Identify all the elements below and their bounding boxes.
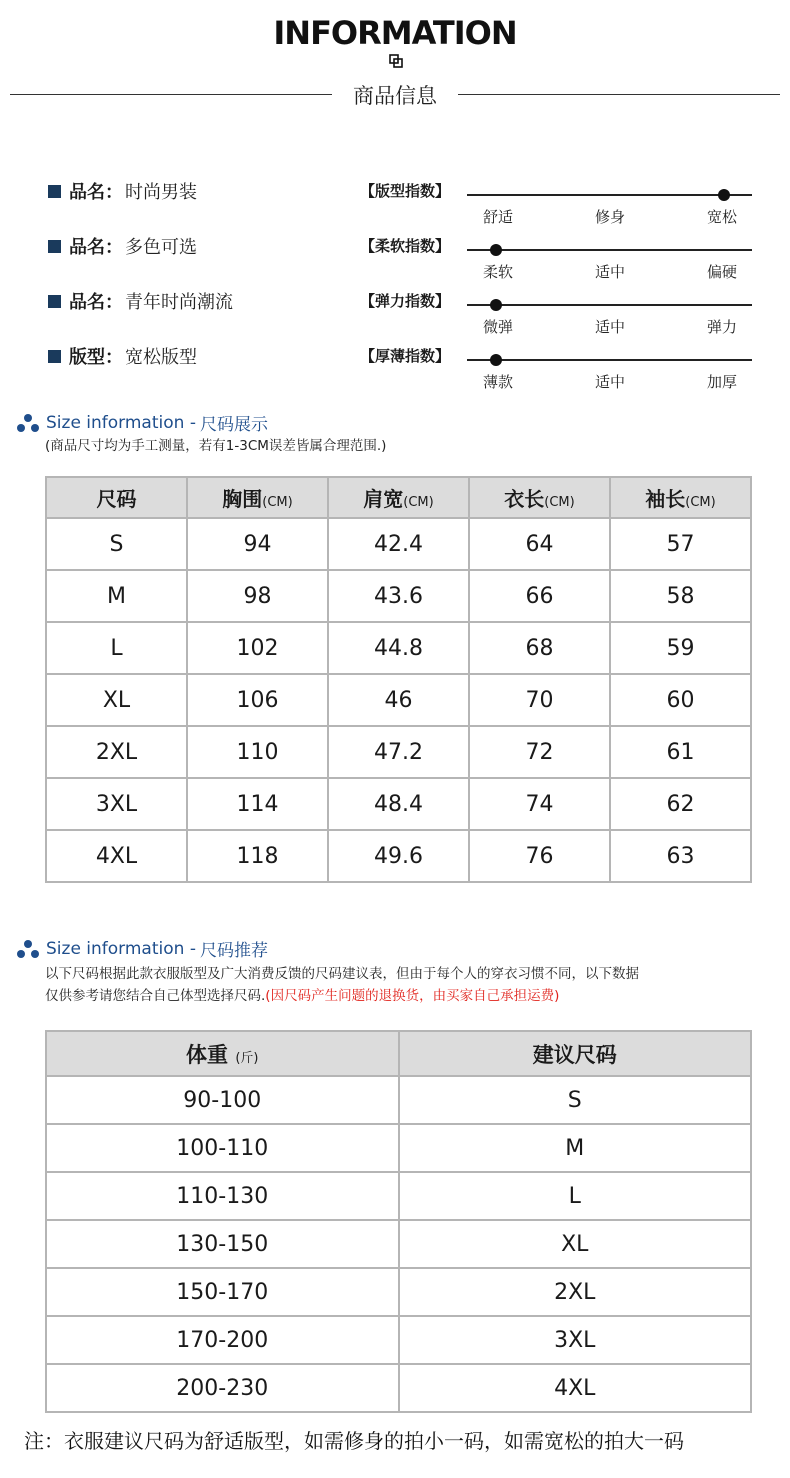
table-row xyxy=(46,1316,751,1364)
scale-label: 【弹力指数】 xyxy=(360,292,451,310)
attribute-value: 宽松版型 xyxy=(125,347,197,368)
table-cell: 48.4 xyxy=(328,778,469,830)
square-bullet-icon xyxy=(48,295,61,308)
table-cell: 47.2 xyxy=(328,726,469,778)
recommend-note-line: 以下尺码根据此款衣服版型及广大消费反馈的尺码建议表，但由于每个人的穿衣习惯不同，以下数据 xyxy=(45,966,639,982)
table-cell: 64 xyxy=(469,518,610,570)
table-row xyxy=(46,622,751,674)
table-cell: 114 xyxy=(187,778,328,830)
square-bullet-icon xyxy=(48,240,61,253)
table-cell: 3XL xyxy=(399,1316,752,1364)
table-cell: S xyxy=(46,518,187,570)
table-cell: 59 xyxy=(610,622,751,674)
table-cell: 2XL xyxy=(46,726,187,778)
table-row xyxy=(46,1172,751,1220)
recommend-note-line: 仅供参考请您结合自己体型选择尺码. xyxy=(45,988,266,1004)
table-cell: 110 xyxy=(187,726,328,778)
attribute-value: 多色可选 xyxy=(125,237,197,258)
page-subtitle: 商品信息 xyxy=(353,84,437,108)
table-cell: 66 xyxy=(469,570,610,622)
fit-index-scale xyxy=(360,180,760,240)
table-row xyxy=(46,1268,751,1316)
table-cell: 150-170 xyxy=(46,1268,399,1316)
table-cell: M xyxy=(46,570,187,622)
table-cell: 200-230 xyxy=(46,1364,399,1412)
table-cell: 44.8 xyxy=(328,622,469,674)
table-cell: 61 xyxy=(610,726,751,778)
recommend-table xyxy=(45,1030,752,1413)
size-note: (商品尺寸均为手工测量，若有1-3CM误差皆属合理范围.) xyxy=(45,438,387,454)
scale-label: 【厚薄指数】 xyxy=(360,347,451,365)
attribute-key: 版型： xyxy=(69,347,123,368)
page-title: INFORMATION xyxy=(273,14,517,52)
table-header-row xyxy=(46,477,751,518)
table-cell: 4XL xyxy=(399,1364,752,1412)
table-cell: 70 xyxy=(469,674,610,726)
square-bullet-icon xyxy=(48,350,61,363)
footer-note: 注：衣服建议尺码为舒适版型，如需修身的拍小一码，如需宽松的拍大一码 xyxy=(24,1429,684,1453)
triple-dot-icon xyxy=(16,939,40,959)
table-row xyxy=(46,778,751,830)
table-row xyxy=(46,1364,751,1412)
table-cell: 62 xyxy=(610,778,751,830)
table-cell: 74 xyxy=(469,778,610,830)
column-header: 胸围(CM) xyxy=(187,477,328,518)
table-row xyxy=(46,1220,751,1268)
table-cell: 90-100 xyxy=(46,1076,399,1124)
scale-tick: 柔软 xyxy=(483,263,514,281)
table-cell: 2XL xyxy=(399,1268,752,1316)
column-header: 袖长(CM) xyxy=(610,477,751,518)
table-cell: 130-150 xyxy=(46,1220,399,1268)
table-cell: XL xyxy=(46,674,187,726)
table-cell: 3XL xyxy=(46,778,187,830)
header-divider-right xyxy=(458,94,780,95)
attribute-item xyxy=(48,178,197,204)
column-header: 体重 (斤) xyxy=(46,1031,399,1076)
table-cell: 49.6 xyxy=(328,830,469,882)
column-header: 衣长(CM) xyxy=(469,477,610,518)
scale-tick: 舒适 xyxy=(483,208,514,226)
table-row xyxy=(46,726,751,778)
scale-tick: 修身 xyxy=(595,208,626,226)
square-bullet-icon xyxy=(48,185,61,198)
table-cell: L xyxy=(399,1172,752,1220)
scale-marker xyxy=(490,244,502,256)
scale-tick: 适中 xyxy=(595,318,626,336)
table-cell: 43.6 xyxy=(328,570,469,622)
column-header: 尺码 xyxy=(46,477,187,518)
table-cell: 42.4 xyxy=(328,518,469,570)
return-policy-warning: (因尺码产生问题的退换货，由买家自己承担运费) xyxy=(265,988,560,1004)
scale-marker xyxy=(718,189,730,201)
scale-track xyxy=(467,249,752,251)
section-heading-en: Size information - xyxy=(46,938,196,959)
scale-label: 【柔软指数】 xyxy=(360,237,451,255)
scale-tick: 薄款 xyxy=(483,373,514,391)
table-row xyxy=(46,570,751,622)
triple-dot-icon xyxy=(16,413,40,433)
section-heading-en: Size information - xyxy=(46,412,196,433)
scale-track xyxy=(467,359,752,361)
scale-track xyxy=(467,304,752,306)
table-header-row xyxy=(46,1031,751,1076)
table-cell: 170-200 xyxy=(46,1316,399,1364)
size-table xyxy=(45,476,752,883)
table-row xyxy=(46,830,751,882)
scale-tick: 微弹 xyxy=(483,318,514,336)
scale-marker xyxy=(490,354,502,366)
attribute-item xyxy=(48,343,197,369)
table-row xyxy=(46,518,751,570)
table-cell: 57 xyxy=(610,518,751,570)
table-cell: 118 xyxy=(187,830,328,882)
scale-tick: 适中 xyxy=(595,263,626,281)
table-cell: 106 xyxy=(187,674,328,726)
scale-tick: 加厚 xyxy=(707,373,738,391)
scale-tick: 弹力 xyxy=(707,318,738,336)
table-row xyxy=(46,1076,751,1124)
attribute-value: 青年时尚潮流 xyxy=(125,292,233,313)
table-row xyxy=(46,674,751,726)
table-cell: 46 xyxy=(328,674,469,726)
table-cell: 76 xyxy=(469,830,610,882)
attribute-key: 品名： xyxy=(69,237,123,258)
size-section-heading xyxy=(16,410,268,435)
table-row xyxy=(46,1124,751,1172)
table-cell: 110-130 xyxy=(46,1172,399,1220)
scale-track xyxy=(467,194,752,196)
scale-marker xyxy=(490,299,502,311)
table-cell: 94 xyxy=(187,518,328,570)
attribute-key: 品名： xyxy=(69,292,123,313)
elasticity-index-scale xyxy=(360,290,760,350)
table-cell: 58 xyxy=(610,570,751,622)
header-divider-left xyxy=(10,94,332,95)
attribute-key: 品名： xyxy=(69,182,123,203)
table-cell: 100-110 xyxy=(46,1124,399,1172)
recommend-note xyxy=(45,963,639,1007)
table-cell: 102 xyxy=(187,622,328,674)
scale-tick: 偏硬 xyxy=(707,263,738,281)
section-heading-cn: 尺码推荐 xyxy=(199,941,268,961)
thickness-index-scale xyxy=(360,345,760,405)
scale-tick: 宽松 xyxy=(707,208,738,226)
table-cell: S xyxy=(399,1076,752,1124)
attribute-item xyxy=(48,233,197,259)
scale-label: 【版型指数】 xyxy=(360,182,451,200)
table-cell: XL xyxy=(399,1220,752,1268)
softness-index-scale xyxy=(360,235,760,295)
table-cell: 60 xyxy=(610,674,751,726)
attribute-value: 时尚男装 xyxy=(125,182,197,203)
recommend-section-heading xyxy=(16,936,268,961)
attribute-item xyxy=(48,288,233,314)
table-cell: 4XL xyxy=(46,830,187,882)
scale-tick: 适中 xyxy=(595,373,626,391)
table-cell: M xyxy=(399,1124,752,1172)
table-cell: 68 xyxy=(469,622,610,674)
column-header: 肩宽(CM) xyxy=(328,477,469,518)
table-cell: L xyxy=(46,622,187,674)
column-header: 建议尺码 xyxy=(399,1031,752,1076)
table-cell: 98 xyxy=(187,570,328,622)
table-cell: 63 xyxy=(610,830,751,882)
section-heading-cn: 尺码展示 xyxy=(199,415,268,435)
table-cell: 72 xyxy=(469,726,610,778)
copy-squares-icon xyxy=(389,54,403,68)
